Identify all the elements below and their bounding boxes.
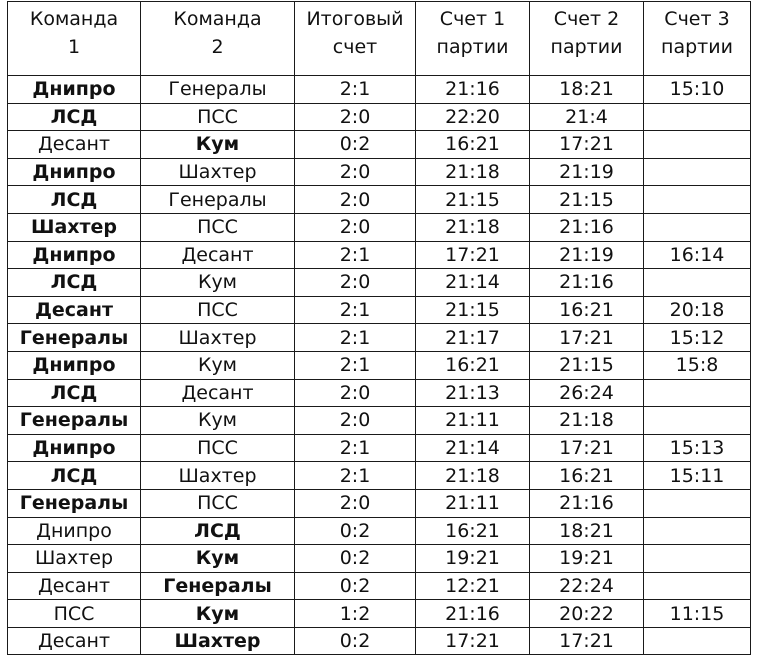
set2-score-cell: 16:21	[530, 462, 644, 490]
team2-cell: Кум	[141, 269, 295, 297]
set1-score-cell: 17:21	[416, 241, 530, 269]
set1-score-cell: 21:16	[416, 600, 530, 628]
set1-score-cell: 21:17	[416, 324, 530, 352]
set3-score-cell	[644, 213, 751, 241]
set1-score-cell: 16:21	[416, 517, 530, 545]
table-row	[8, 517, 751, 545]
table-row	[8, 241, 751, 269]
set2-score-cell: 18:21	[530, 517, 644, 545]
set1-score-cell: 21:15	[416, 296, 530, 324]
set2-score-cell: 19:21	[530, 545, 644, 573]
team2-cell: Кум	[141, 351, 295, 379]
set1-score-cell: 16:21	[416, 351, 530, 379]
set2-score-cell: 21:19	[530, 241, 644, 269]
final-score-cell: 2:0	[295, 103, 416, 131]
team1-cell: Днипро	[8, 351, 141, 379]
set2-score-cell: 17:21	[530, 434, 644, 462]
team1-cell: Шахтер	[8, 545, 141, 573]
table-row	[8, 379, 751, 407]
header-set2-score: Счет 2 партии	[530, 2, 644, 76]
set3-score-cell	[644, 545, 751, 573]
team2-cell: ПСС	[141, 434, 295, 462]
set2-score-cell: 21:16	[530, 489, 644, 517]
header-set1-score: Счет 1 партии	[416, 2, 530, 76]
set1-score-cell: 21:16	[416, 76, 530, 104]
final-score-cell: 2:1	[295, 462, 416, 490]
set3-score-cell	[644, 517, 751, 545]
final-score-cell: 0:2	[295, 517, 416, 545]
set1-score-cell: 22:20	[416, 103, 530, 131]
header-final-score: Итоговый счет	[295, 2, 416, 76]
final-score-cell: 2:0	[295, 489, 416, 517]
table-row	[8, 572, 751, 600]
team2-cell: Шахтер	[141, 158, 295, 186]
team1-cell: ЛСД	[8, 462, 141, 490]
final-score-cell: 0:2	[295, 627, 416, 655]
set2-score-cell: 21:15	[530, 186, 644, 214]
table-row	[8, 158, 751, 186]
set3-score-cell	[644, 158, 751, 186]
team1-cell: Десант	[8, 627, 141, 655]
header-team2: Команда 2	[141, 2, 295, 76]
table-header	[8, 2, 751, 76]
team1-cell: ПСС	[8, 600, 141, 628]
set3-score-cell	[644, 269, 751, 297]
table-row	[8, 269, 751, 297]
set2-score-cell: 17:21	[530, 627, 644, 655]
team1-cell: Днипро	[8, 517, 141, 545]
team2-cell: ПСС	[141, 296, 295, 324]
team1-cell: Десант	[8, 296, 141, 324]
final-score-cell: 2:1	[295, 296, 416, 324]
team2-cell: Шахтер	[141, 462, 295, 490]
table-row	[8, 76, 751, 104]
set3-score-cell: 15:8	[644, 351, 751, 379]
team1-cell: Шахтер	[8, 213, 141, 241]
header-team1: Команда 1	[8, 2, 141, 76]
final-score-cell: 2:0	[295, 158, 416, 186]
set2-score-cell: 20:22	[530, 600, 644, 628]
set1-score-cell: 21:18	[416, 158, 530, 186]
set2-score-cell: 21:19	[530, 158, 644, 186]
set3-score-cell: 20:18	[644, 296, 751, 324]
final-score-cell: 0:2	[295, 131, 416, 159]
set3-score-cell: 15:10	[644, 76, 751, 104]
results-table	[7, 1, 751, 655]
table-row	[8, 627, 751, 655]
team2-cell: Шахтер	[141, 324, 295, 352]
team1-cell: ЛСД	[8, 269, 141, 297]
set3-score-cell: 11:15	[644, 600, 751, 628]
set1-score-cell: 12:21	[416, 572, 530, 600]
set1-score-cell: 21:18	[416, 462, 530, 490]
final-score-cell: 1:2	[295, 600, 416, 628]
team2-cell: Генералы	[141, 572, 295, 600]
final-score-cell: 2:0	[295, 379, 416, 407]
final-score-cell: 2:0	[295, 213, 416, 241]
team2-cell: Шахтер	[141, 627, 295, 655]
table-row	[8, 186, 751, 214]
team2-cell: Кум	[141, 407, 295, 435]
set1-score-cell: 21:14	[416, 434, 530, 462]
final-score-cell: 2:1	[295, 241, 416, 269]
set3-score-cell	[644, 379, 751, 407]
set1-score-cell: 16:21	[416, 131, 530, 159]
set1-score-cell: 17:21	[416, 627, 530, 655]
table-row	[8, 324, 751, 352]
final-score-cell: 2:1	[295, 434, 416, 462]
team1-cell: Десант	[8, 131, 141, 159]
team2-cell: Кум	[141, 131, 295, 159]
team2-cell: ПСС	[141, 489, 295, 517]
table-body	[8, 76, 751, 655]
team2-cell: Генералы	[141, 186, 295, 214]
team2-cell: ЛСД	[141, 517, 295, 545]
set2-score-cell: 17:21	[530, 131, 644, 159]
team1-cell: Днипро	[8, 434, 141, 462]
set2-score-cell: 18:21	[530, 76, 644, 104]
team1-cell: Генералы	[8, 407, 141, 435]
table-row	[8, 103, 751, 131]
set1-score-cell: 21:14	[416, 269, 530, 297]
set1-score-cell: 21:11	[416, 489, 530, 517]
set2-score-cell: 21:4	[530, 103, 644, 131]
set2-score-cell: 22:24	[530, 572, 644, 600]
set2-score-cell: 17:21	[530, 324, 644, 352]
final-score-cell: 2:0	[295, 407, 416, 435]
final-score-cell: 2:1	[295, 76, 416, 104]
team1-cell: ЛСД	[8, 103, 141, 131]
set3-score-cell: 15:13	[644, 434, 751, 462]
set1-score-cell: 21:15	[416, 186, 530, 214]
set2-score-cell: 21:15	[530, 351, 644, 379]
set3-score-cell: 15:11	[644, 462, 751, 490]
set3-score-cell	[644, 627, 751, 655]
set1-score-cell: 21:13	[416, 379, 530, 407]
set1-score-cell: 21:11	[416, 407, 530, 435]
table-row	[8, 213, 751, 241]
team2-cell: Генералы	[141, 76, 295, 104]
set3-score-cell	[644, 186, 751, 214]
table-row	[8, 351, 751, 379]
header-set3-score: Счет 3 партии	[644, 2, 751, 76]
final-score-cell: 2:1	[295, 324, 416, 352]
set2-score-cell: 16:21	[530, 296, 644, 324]
table-row	[8, 296, 751, 324]
team1-cell: Генералы	[8, 489, 141, 517]
team1-cell: Генералы	[8, 324, 141, 352]
set2-score-cell: 26:24	[530, 379, 644, 407]
set3-score-cell: 16:14	[644, 241, 751, 269]
set3-score-cell: 15:12	[644, 324, 751, 352]
set3-score-cell	[644, 103, 751, 131]
final-score-cell: 2:0	[295, 186, 416, 214]
set1-score-cell: 21:18	[416, 213, 530, 241]
set3-score-cell	[644, 131, 751, 159]
table-row	[8, 600, 751, 628]
table-row	[8, 407, 751, 435]
team1-cell: ЛСД	[8, 379, 141, 407]
final-score-cell: 0:2	[295, 545, 416, 573]
team2-cell: Кум	[141, 545, 295, 573]
team2-cell: ПСС	[141, 103, 295, 131]
set3-score-cell	[644, 572, 751, 600]
set3-score-cell	[644, 489, 751, 517]
set2-score-cell: 21:16	[530, 269, 644, 297]
set3-score-cell	[644, 407, 751, 435]
team2-cell: Кум	[141, 600, 295, 628]
team2-cell: ПСС	[141, 213, 295, 241]
table-row	[8, 131, 751, 159]
team2-cell: Десант	[141, 241, 295, 269]
table-row	[8, 462, 751, 490]
team1-cell: Днипро	[8, 76, 141, 104]
team1-cell: ЛСД	[8, 186, 141, 214]
final-score-cell: 0:2	[295, 572, 416, 600]
team1-cell: Днипро	[8, 158, 141, 186]
team1-cell: Десант	[8, 572, 141, 600]
table-row	[8, 434, 751, 462]
final-score-cell: 2:1	[295, 351, 416, 379]
set2-score-cell: 21:16	[530, 213, 644, 241]
team2-cell: Десант	[141, 379, 295, 407]
header-row	[8, 2, 751, 76]
set1-score-cell: 19:21	[416, 545, 530, 573]
set2-score-cell: 21:18	[530, 407, 644, 435]
table-row	[8, 489, 751, 517]
table-row	[8, 545, 751, 573]
team1-cell: Днипро	[8, 241, 141, 269]
final-score-cell: 2:0	[295, 269, 416, 297]
